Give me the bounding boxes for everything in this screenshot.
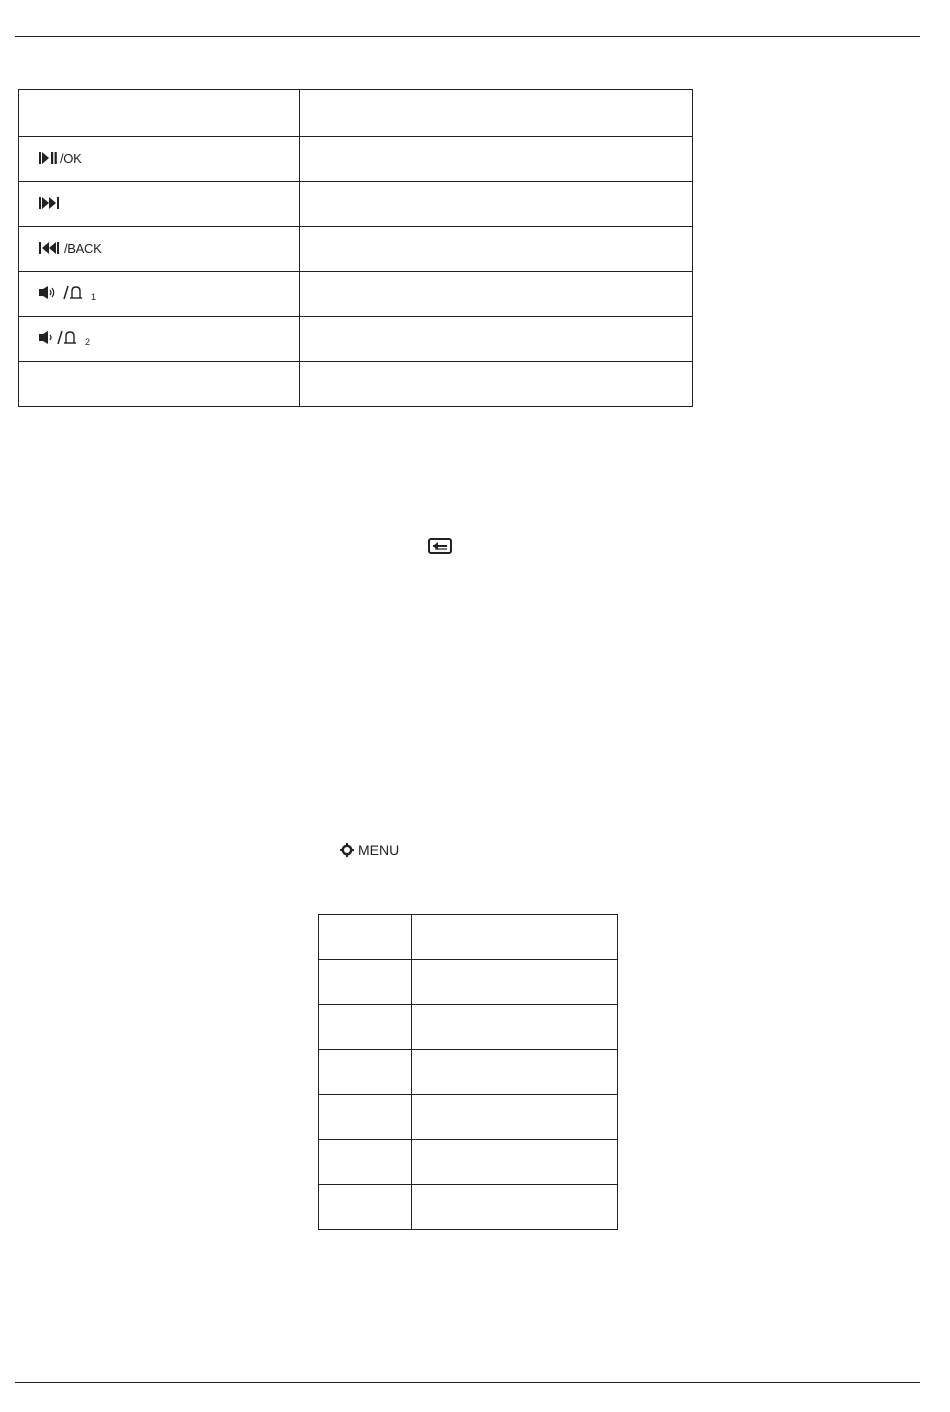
ok-text: /OK: [60, 150, 82, 166]
function-cell: [300, 137, 693, 182]
table-row: [319, 1185, 618, 1230]
table-row: [19, 137, 693, 182]
volume-down-alarm-label: [39, 330, 91, 346]
skip-back-icon: [39, 242, 63, 254]
menu-cell-left: [319, 1050, 412, 1095]
button-cell: [19, 137, 300, 182]
menu-table: [318, 914, 618, 1230]
header-rule: [15, 36, 920, 37]
table-row: [19, 317, 693, 362]
menu-cell-right: [412, 1095, 618, 1140]
table-row: [19, 362, 693, 407]
button-cell: [19, 227, 300, 272]
button-cell: [19, 272, 300, 317]
function-cell: [300, 362, 693, 407]
table-row: [319, 915, 618, 960]
skip-forward-icon: [39, 197, 63, 209]
table-row: [319, 960, 618, 1005]
menu-cell-left: [319, 1005, 412, 1050]
header-cell-function: [300, 90, 693, 137]
function-cell: [300, 272, 693, 317]
menu-cell-right: [412, 1140, 618, 1185]
function-cell: [300, 182, 693, 227]
table-row: [319, 1050, 618, 1095]
play-pause-icon: [39, 152, 59, 164]
table-row: [319, 1005, 618, 1050]
menu-cell-left: [319, 1185, 412, 1230]
back-text: /BACK: [64, 240, 102, 256]
footer-rule: [15, 1382, 920, 1383]
button-cell: [19, 362, 300, 407]
gear-icon: [340, 843, 354, 857]
alarm-2-subscript: 2: [85, 336, 91, 347]
menu-text: MENU: [358, 842, 400, 858]
volume-up-alarm-label: [39, 285, 97, 301]
table-row: [19, 182, 693, 227]
play-pause-ok-label: [39, 151, 82, 166]
button-function-table: [18, 89, 693, 407]
function-cell: [300, 317, 693, 362]
menu-cell-right: [412, 1185, 618, 1230]
menu-cell-left: [319, 1140, 412, 1185]
menu-cell-right: [412, 1050, 618, 1095]
menu-cell-right: [412, 1005, 618, 1050]
header-cell-button: [19, 90, 300, 137]
menu-label: [340, 842, 399, 858]
button-cell: [19, 182, 300, 227]
table-row: [319, 1140, 618, 1185]
menu-cell-right: [412, 960, 618, 1005]
volume-down-alarm-icon: [39, 330, 83, 346]
volume-up-alarm-icon: [39, 285, 89, 301]
menu-cell-left: [319, 915, 412, 960]
skip-forward-label: [39, 197, 64, 209]
skip-back-label: [39, 241, 102, 256]
table-row: [19, 227, 693, 272]
alarm-1-subscript: 1: [91, 291, 97, 302]
function-cell: [300, 227, 693, 272]
input-source-icon: [427, 537, 454, 555]
table-row: [319, 1095, 618, 1140]
menu-cell-left: [319, 1095, 412, 1140]
button-cell: [19, 317, 300, 362]
table-row: [19, 272, 693, 317]
menu-cell-right: [412, 915, 618, 960]
menu-cell-left: [319, 960, 412, 1005]
table-header-row: [19, 90, 693, 137]
